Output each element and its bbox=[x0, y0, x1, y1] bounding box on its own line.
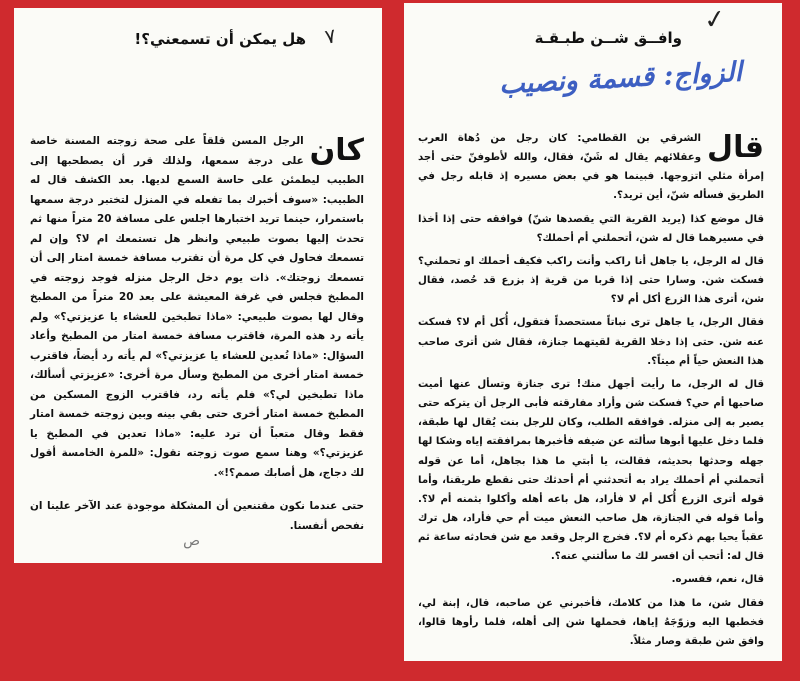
right-paragraph-text: الشرقي بن القطامي: كان رجل من دُهاة العرب وعقلائهم يقال له شَنّ، فقال، والله لأطوفنّ حتى أجد إمرأة مثلي اتزوجها. فبينما هو في بعض مسيره إذ قابله رجل في الطريق فسأله شنّ، أين تريد؟. bbox=[418, 133, 764, 202]
handwritten-corner-mark: ص bbox=[183, 533, 200, 549]
right-article-title: وافــق شــن طبـقـة bbox=[534, 29, 682, 47]
right-paragraph bbox=[418, 129, 764, 206]
left-paragraph bbox=[30, 132, 364, 483]
left-conclusion: حتى عندما نكون مقتنعين أن المشكلة موجودة عند الآخر علينا ان نفحص أنفسنا. bbox=[30, 500, 364, 532]
left-article-title: هل يمكن أن تسمعني؟! bbox=[134, 30, 306, 48]
right-paragraph: فقال شن، ما هذا من كلامك، فأخبرني عن صاحبه، قال، إبنة لي، فخطبها اليه وزوّجَهُ إياها، فحملها شن إلى أهله، فلما رأوها قالوا، وافق شن طبقة وصار مثلاً. bbox=[418, 597, 764, 647]
checkmark-icon: ✓ bbox=[702, 3, 728, 37]
right-paragraph: قال له الرجل، ما رأيت أجهل منك! ترى جنازة وتسأل عنها أميت صاحبها أم حي؟ فسكت شن وأراد مفارقته فأبى الرجل أن يتركه حتى يصير به إلى منزله. فوافقه الطلب، وكان للرجل بنت يُقال لها طبقة، فلما دخل عليها أبوها سألته عن ضيفه فأخبرها بمرافقته إياه وشكا لها جهله وحدثها بحديثه، فقالت، يا أبتي ما هذا بجاهل، أما عن قوله أتحملني أم أحملك يراد به أتحدثني أم أحدثك حتى نقطع طريقنا، وأما قوله أترى الزرع أُكل أم لا فأراد، هل باعه أهله وأكلوا بثمنه أم لا؟. وأما قوله في الجنازة، هل صاحب النعش ميت أم حي فأراد، هل ترك عقباً يحيا بهم ذكره أم لا؟. فخرج الرجل وقعد مع شن فحادثه ساعة ثم قال له: أتحب أن افسر لك ما سألتني عنه؟. bbox=[418, 378, 764, 563]
right-article-sheet bbox=[404, 3, 782, 661]
handwritten-number-mark: ٧ bbox=[323, 23, 339, 49]
handwritten-subtitle: الزواج: قسمة ونصيب bbox=[498, 56, 743, 101]
right-paragraph: قال موضع كذا (يريد القرية التي يقصدها شنّ) فوافقه حتى إذا أخذا في مسيرهما قال له شن، أتحملني أم أحملك؟ bbox=[418, 213, 764, 244]
left-paragraph-text: الرجل المسن قلقاً على صحة زوجته المسنة خاصة على درجة سمعها، ولذلك قرر أن يصطحبها إلى الطبيب ليطمئن على حاسة السمع لديها. بعد الكشف قال له الطبيب: «سوف أخبرك بما تفعله في المنزل لتختبر درجة سمعها باستمرار، حينما تريد اختبارها اجلس على مسافة 20 متراً منها ثم تحدث إليها بصوت طبيعي وانظر هل تستمعك ام لا؟ وإن لم تسمعك فحاول في كل مرة أن تقترب مسافة خمسة امتار إلى أن تسمعك زوجتك». ذات يوم دخل الرجل منزله فوجد زوجته في المطبخ فجلس في غرفة المعيشة على بعد 20 متراً من المطبخ وقال لها بصوت طبيعي: «ماذا تطبخين للعشاء يا عزيزتي؟» ولم يأته رد هذه المرة، فاقترب مسافة خمسة امتار من المطبخ وأعاد السؤال: «ماذا تُعدين للعشاء يا عزيزتي؟» لم يأته رد أيضاً، فاقترب خمسة امتار أخرى من المطبخ وسأل مرة أخرى: «عزيزتي أسألك، ماذا تطبخين لي؟» فلم يأته رد، فاقترب الزوج المسكين من المطبخ خمسة امتار أخرى حتى بقي بينه وبين زوجته خمسة امتار فقط وقال متعباً أن ترد عليه: «ماذا تعدين في المطبخ يا عزيزتي؟» وهنا سمع صوت زوجته تقول: «للمرة الخامسة أقول لك دجاج، هل أصابك صمم؟!». bbox=[30, 135, 364, 479]
right-paragraph: قال، نعم، ففسره. bbox=[671, 574, 764, 586]
right-lead-word: قال bbox=[707, 130, 764, 165]
right-article-body bbox=[418, 129, 764, 655]
right-paragraph: قال له الرجل، يا جاهل أنا راكب وأنت راكب فكيف أحملك او تحملني؟ فسكت شن. وسارا حتى إذا قربا من قرية إذ بزرع قد حُصد، فقال شن، أترى هذا الزرع أكل أم لا؟ bbox=[418, 255, 764, 306]
right-paragraph: فقال الرجل، يا جاهل ترى نباتاً مستحصداً فتقول، أُكل أم لا؟ فسكت عنه شن. حتى إذا دخلا القرية لقيتهما جنازة، فقال شن أترى صاحب هذا النعش حياً أم ميتاً؟. bbox=[418, 317, 764, 367]
left-lead-word: كان bbox=[309, 133, 364, 168]
left-article-body bbox=[30, 132, 364, 540]
left-article-sheet bbox=[14, 8, 382, 563]
